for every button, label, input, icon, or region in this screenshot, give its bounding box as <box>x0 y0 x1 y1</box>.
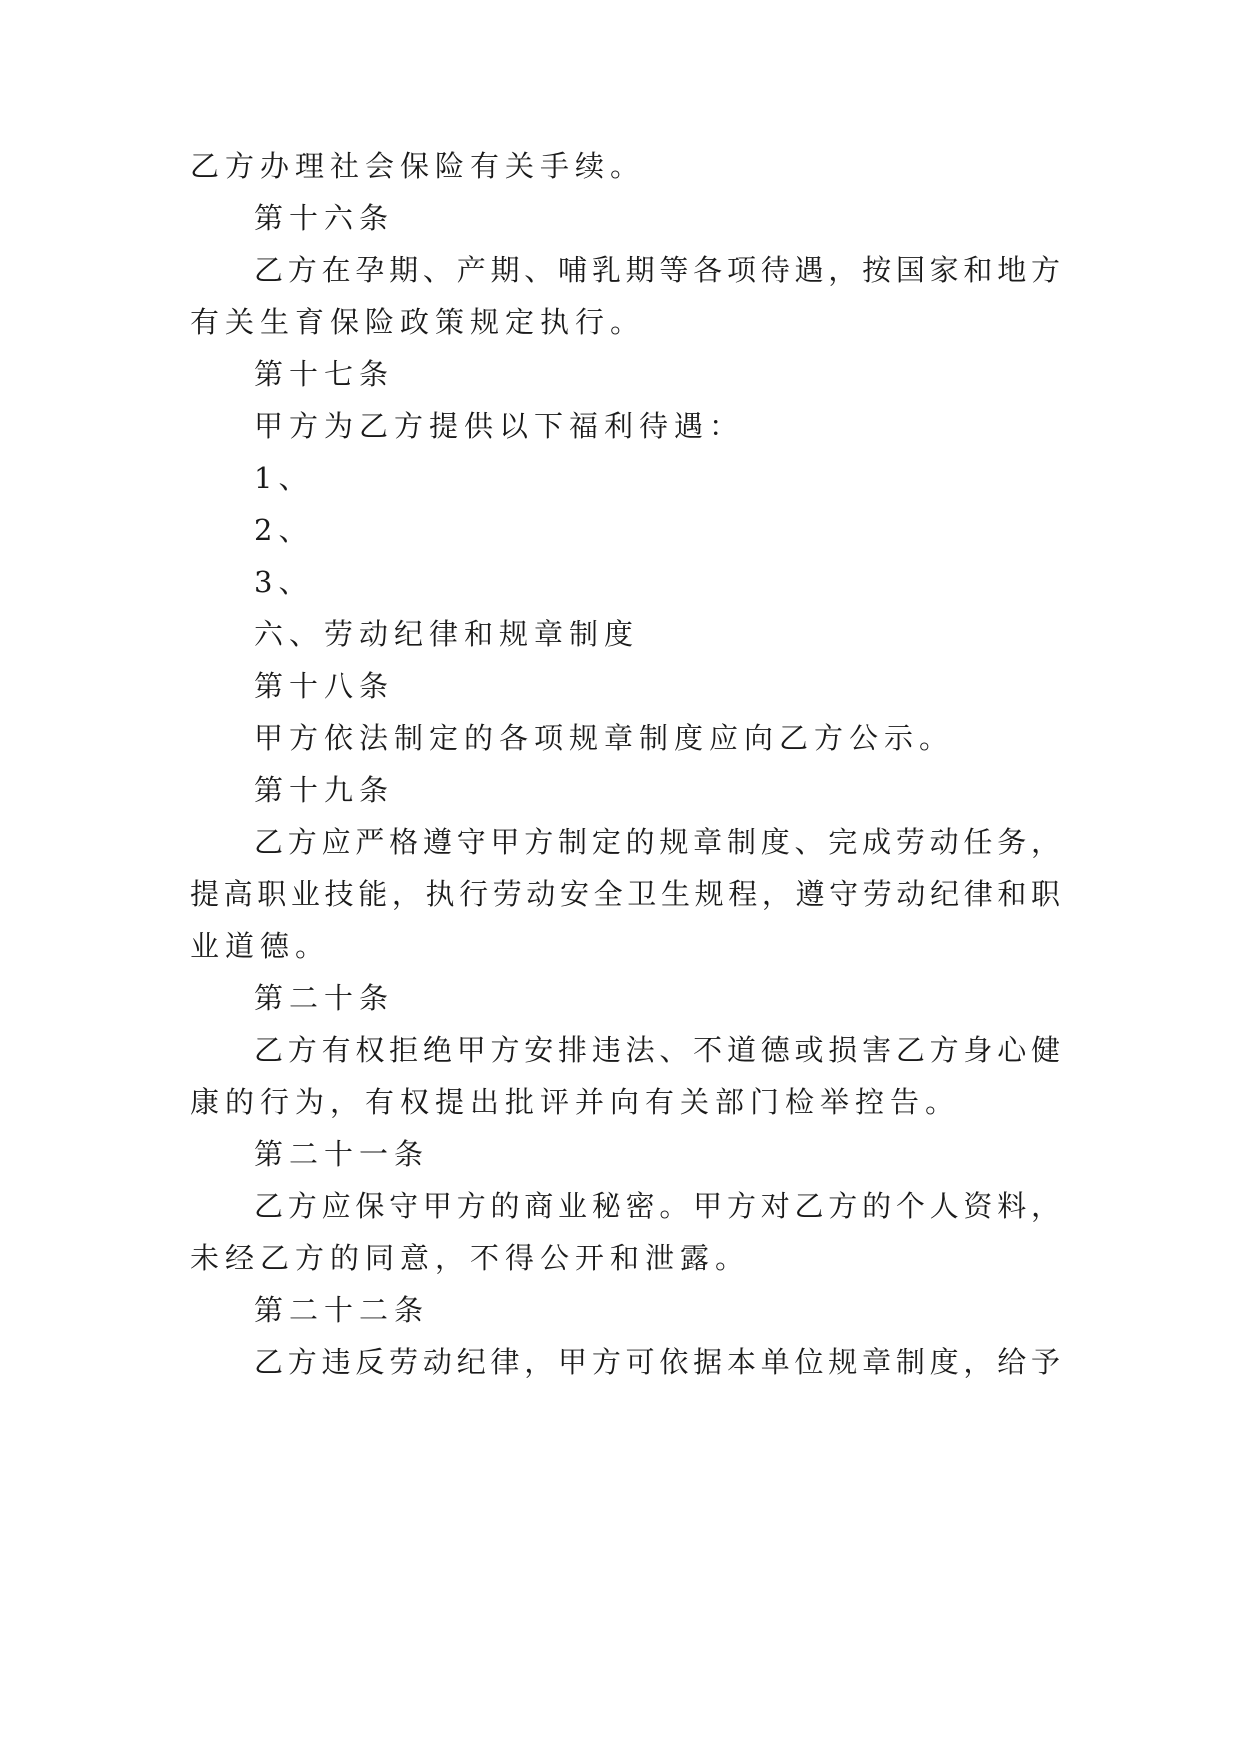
list-item: 1、 <box>254 461 314 495</box>
article-heading: 第十六条 <box>254 201 395 235</box>
paragraph-line: 乙方违反劳动纪律，甲方可依据本单位规章制度，给予 <box>254 1345 1060 1379</box>
article-heading: 第二十条 <box>254 981 395 1015</box>
article-heading: 第二十二条 <box>254 1293 430 1327</box>
paragraph-line: 提高职业技能，执行劳动安全卫生规程，遵守劳动纪律和职 <box>190 877 1060 911</box>
paragraph-line: 未经乙方的同意，不得公开和泄露。 <box>190 1241 751 1275</box>
paragraph-line: 业道德。 <box>190 929 331 963</box>
section-heading: 六、劳动纪律和规章制度 <box>254 617 640 651</box>
paragraph-line: 乙方在孕期、产期、哺乳期等各项待遇，按国家和地方 <box>254 253 1060 287</box>
list-item: 3、 <box>254 565 314 599</box>
paragraph-line: 有关生育保险政策规定执行。 <box>190 305 646 339</box>
article-heading: 第十七条 <box>254 357 395 391</box>
article-heading: 第十九条 <box>254 773 395 807</box>
article-heading: 第二十一条 <box>254 1137 430 1171</box>
paragraph-line: 乙方应严格遵守甲方制定的规章制度、完成劳动任务， <box>254 825 1060 859</box>
paragraph-line: 甲方依法制定的各项规章制度应向乙方公示。 <box>254 721 955 755</box>
list-item: 2、 <box>254 513 314 547</box>
paragraph-line: 甲方为乙方提供以下福利待遇： <box>254 409 745 443</box>
article-heading: 第十八条 <box>254 669 395 703</box>
paragraph-line: 乙方办理社会保险有关手续。 <box>190 149 646 183</box>
paragraph-line: 乙方有权拒绝甲方安排违法、不道德或损害乙方身心健 <box>254 1033 1060 1067</box>
paragraph-line: 乙方应保守甲方的商业秘密。甲方对乙方的个人资料， <box>254 1189 1060 1223</box>
paragraph-line: 康的行为，有权提出批评并向有关部门检举控告。 <box>190 1085 961 1119</box>
